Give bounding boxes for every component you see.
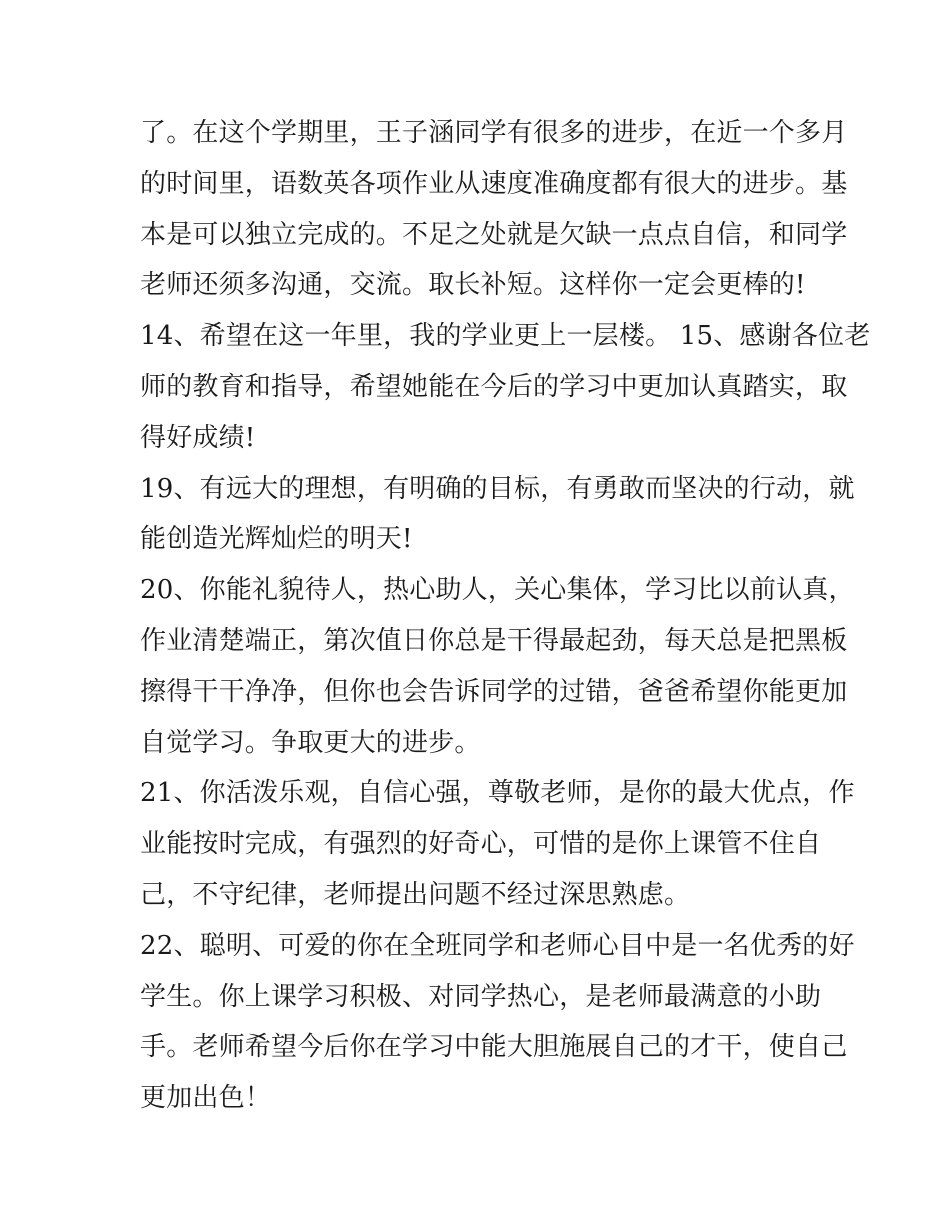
text-line: 擦得干干净净，但你也会告诉同学的过错，爸爸希望你能更加	[140, 676, 848, 707]
text-line: 了。在这个学期里，王子涵同学有很多的进步，在近一个多月	[140, 118, 848, 148]
text-line: 作业清楚端正，第次值日你总是干得最起劲，每天总是把黑板	[140, 625, 848, 656]
text-line: 20、你能礼貌待人，热心助人，关心集体，学习比以前认真，	[140, 575, 855, 606]
text-line: 业能按时完成，有强烈的好奇心，可惜的是你上课管不住自	[140, 829, 822, 860]
text-line: 老师还须多沟通，交流。取长补短。这样你一定会更棒的!	[140, 270, 806, 301]
text-line: 21、你活泼乐观，自信心强，尊敬老师，是你的最大优点，作	[140, 778, 855, 809]
text-line: 更加出色！	[140, 1083, 272, 1114]
text-line: 得好成绩!	[140, 422, 256, 453]
text-line: 14、希望在这一年里，我的学业更上一层楼。 15、感谢各位老	[140, 321, 871, 352]
text-line: 学生。你上课学习积极、对同学热心，是老师最满意的小助	[140, 981, 822, 1012]
text-line: 22、聪明、可爱的你在全班同学和老师心目中是一名优秀的好	[140, 930, 855, 961]
text-line: 19、有远大的理想，有明确的目标，有勇敢而坚决的行动，就	[140, 473, 855, 504]
text-line: 师的教育和指导，希望她能在今后的学习中更加认真踏实，取	[140, 371, 848, 402]
text-line: 能创造光辉灿烂的明天!	[140, 524, 413, 555]
text-line: 本是可以独立完成的。不足之处就是欠缺一点点自信，和同学	[140, 219, 848, 250]
text-line: 己，不守纪律，老师提出问题不经过深思熟虑。	[140, 879, 691, 910]
document-body	[140, 108, 871, 1124]
text-line: 自觉学习。争取更大的进步。	[140, 727, 481, 758]
text-line: 的时间里，语数英各项作业从速度准确度都有很大的进步。基	[140, 168, 848, 199]
text-line: 手。老师希望今后你在学习中能大胆施展自己的才干，使自己	[140, 1032, 848, 1063]
